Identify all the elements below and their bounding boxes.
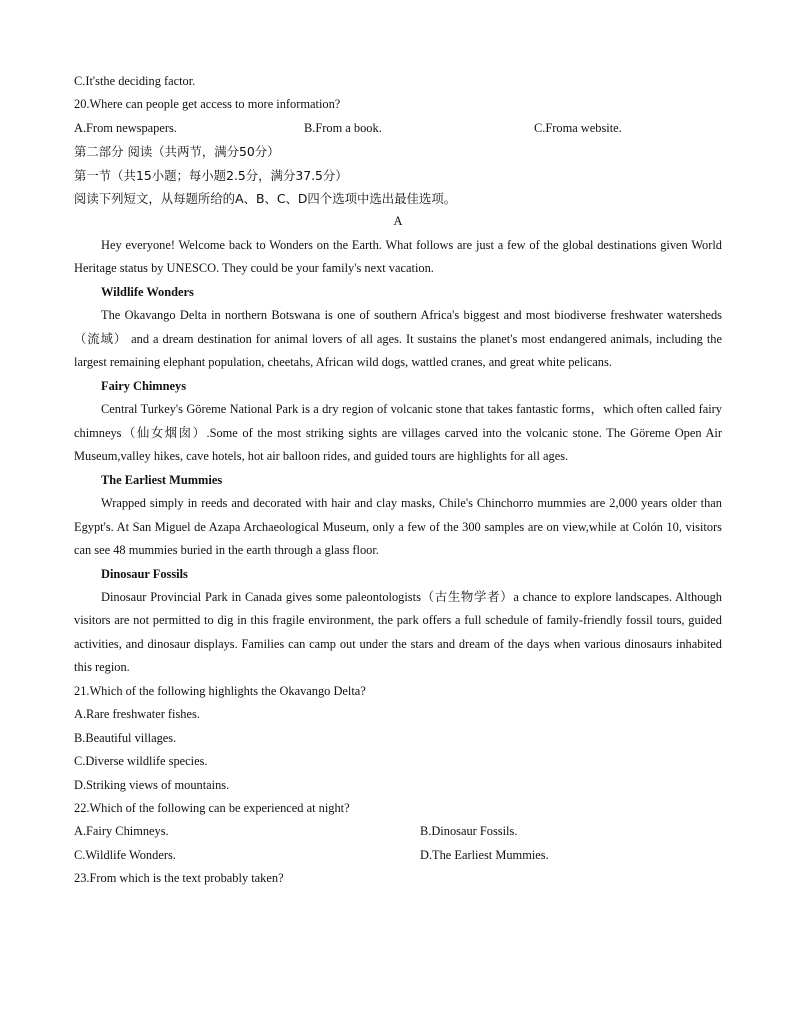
q22-option-d: D.The Earliest Mummies. [420,847,549,862]
q21-option-a: A.Rare freshwater fishes. [74,707,200,722]
q23-question: 23.From which is the text probably taken? [74,871,284,886]
q21-option-c: C.Diverse wildlife species. [74,754,208,769]
q21-option-b: B.Beautiful villages. [74,730,177,745]
section-heading-dinosaur: Dinosaur Fossils [101,566,188,581]
section-heading-fairy-chimneys: Fairy Chimneys [101,378,187,393]
q20-options [74,117,722,140]
q21-question: 21.Which of the following highlights the Okavango Delta? [74,683,366,698]
q20-option-c: C.Froma website. [534,120,622,135]
passage-intro: Hey everyone! Welcome back to Wonders on the Earth. What follows are just a few of the global destinations given World Heritage status by UNESCO. They could be your family's next vacation. [74,237,722,276]
q22-option-a: A.Fairy Chimneys. [74,824,169,839]
q20-option-b: B.From a book. [304,120,382,135]
q21-option-d: D.Striking views of mountains. [74,777,230,792]
q22-option-c: C.Wildlife Wonders. [74,847,176,862]
q20-question: 20.Where can people get access to more information? [74,97,341,112]
section-body-wildlife: The Okavango Delta in northern Botswana is one of southern Africa's biggest and most biodiverse freshwater watersheds（流域） and a dream destination for animal lovers of all ages. It sustains the planet's most endangered animals, including the largest remaining elephant population, cheetahs, African wild dogs, wattled cranes, and great white pelicans. [74,308,722,370]
part-title: 第二部分 阅读（共两节，满分50分） [74,144,280,160]
section-body-fairy-chimneys: Central Turkey's Göreme National Park is a dry region of volcanic stone that takes fantastic forms，which often called fairy chimneys（仙女烟囱）.Some of the most striking sights are villages carved into the volcanic stone. The Göreme Open Air Museum,valley hikes, cave hotels, hot air balloon rides, and guided tours are highlights for all ages. [74,402,722,464]
q22-question: 22.Which of the following can be experienced at night? [74,801,350,815]
passage-label: A [393,214,403,229]
section-body-dinosaur: Dinosaur Provincial Park in Canada gives some paleontologists（古生物学者）a chance to explore landscapes. Although visitors are not permitted to dig in this fragile environment, the park offers a full schedule of family-friendly fossil tours, guided activities, and dinosaur displays. Families can camp out under the stars and dream of the days when various dinosaurs inhabited this region. [74,589,722,675]
exam-page [74,70,722,891]
q22-options-row1 [74,820,722,843]
q22-option-b: B.Dinosaur Fossils. [420,824,518,839]
section-heading-mummies: The Earliest Mummies [101,472,223,487]
q22-options-row2 [74,844,722,867]
q20-option-a: A.From newspapers. [74,120,177,135]
section-heading-wildlife: Wildlife Wonders [101,284,194,299]
section-subtitle: 第一节（共15小题；每小题2.5分，满分37.5分） [74,167,348,183]
section-instruction: 阅读下列短文，从每题所给的A、B、C、D四个选项中选出最佳选项。 [74,191,457,207]
q19-option-c: C.It'sthe deciding factor. [74,74,196,88]
section-body-mummies: Wrapped simply in reeds and decorated with hair and clay masks, Chile's Chinchorro mummies are 2,000 years older than Egypt's. At San Miguel de Azapa Archaeological Museum, only a few of the 300 samples are on view,while at Colón 10, visitors can see 48 mummies buried in the earth through a glass floor. [74,496,722,558]
